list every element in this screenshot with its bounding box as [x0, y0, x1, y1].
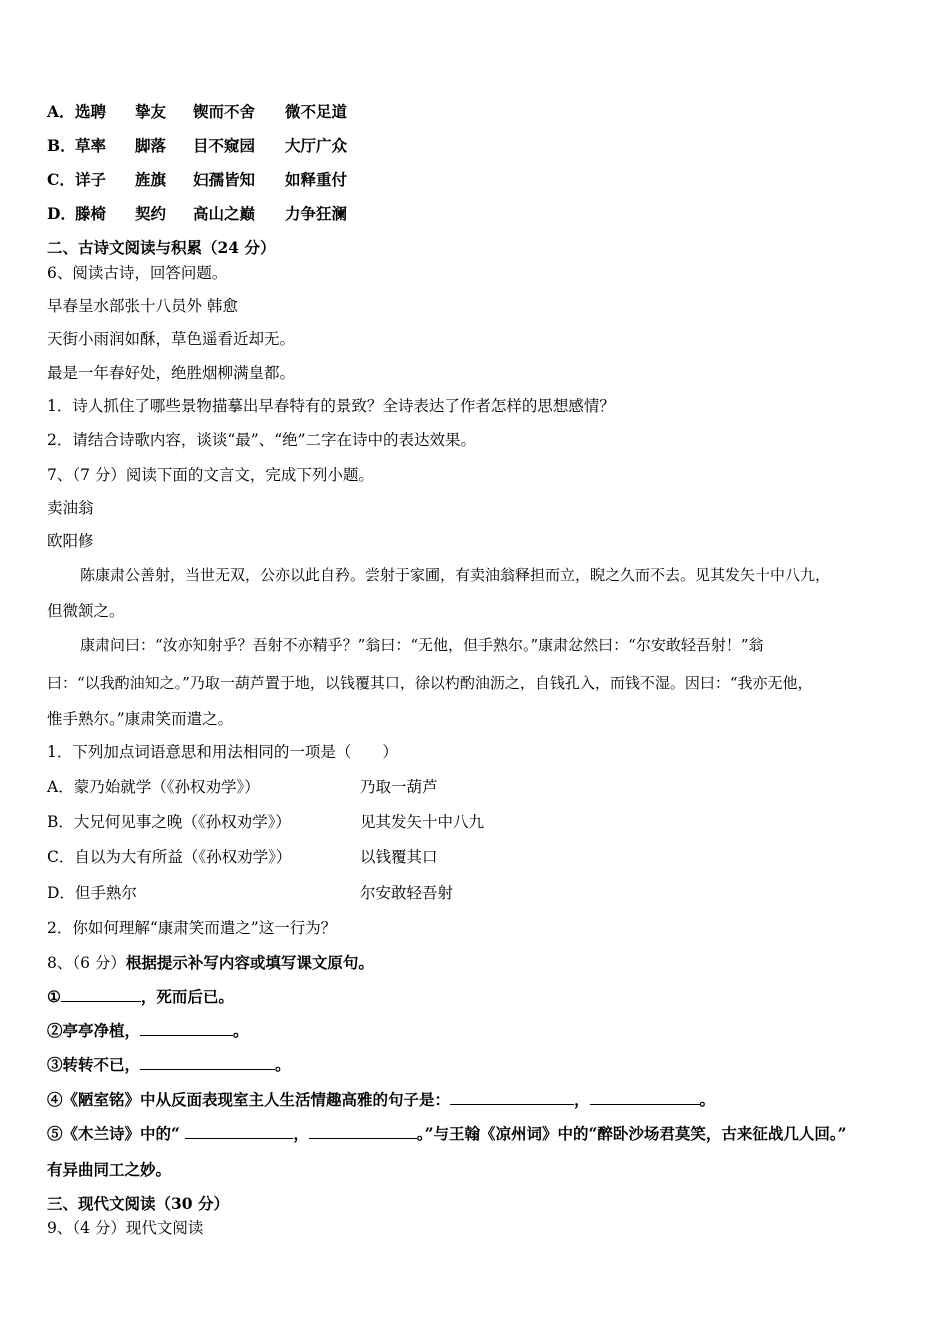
choice-label: B．大兄何见事之晚（《孙权劝学》）	[47, 813, 291, 831]
section-heading: 二、古诗文阅读与积累（24 分）	[47, 238, 276, 257]
option-word: 如释重付	[285, 170, 348, 189]
poem-line: 天街小雨润如酥，草色遥看近却无。	[47, 330, 296, 348]
option-word: 脚落	[135, 136, 167, 155]
fill-text: ③转转不已，	[47, 1055, 141, 1074]
option-row-d	[47, 204, 347, 224]
fill-text: 。	[233, 1021, 249, 1040]
answer-blank[interactable]	[309, 1124, 417, 1139]
passage-text: 陈康肃公善射，当世无双，公亦以此自矜。尝射于家圃，有卖油翁释担而立，睨之久而不去。见其发矢十中八九，	[80, 566, 831, 584]
option-letter: D．	[47, 204, 76, 223]
option-word: 草率	[75, 136, 107, 155]
fill-text: ，	[293, 1124, 309, 1143]
fill-text: ①	[47, 987, 61, 1006]
fill-text: 。”与王翰《凉州词》中的“醉卧沙场君莫笑，古来征战几人回。”	[416, 1124, 847, 1143]
passage-author: 欧阳修	[47, 532, 94, 550]
passage-text: 但微颔之。	[47, 602, 125, 620]
option-letter: C．	[47, 170, 75, 189]
fill-text: ，死而后已。	[140, 987, 234, 1006]
fill-item-5	[47, 1124, 847, 1144]
option-word: 滕椅	[75, 204, 107, 223]
fill-text: 。	[275, 1055, 291, 1074]
answer-blank[interactable]	[450, 1090, 574, 1105]
fill-item-4	[47, 1090, 715, 1110]
passage-text: 曰：“以我酌油知之。”乃取一葫芦置于地，以钱覆其口，徐以杓酌油沥之，自钱孔入，而钱不湿。因曰：“我亦无他，	[47, 674, 813, 692]
option-word: 目不窥园	[193, 136, 256, 155]
choice-right: 见其发矢十中八九	[360, 813, 485, 831]
fill-item-2	[47, 1021, 249, 1041]
choice-right: 以钱覆其口	[360, 848, 438, 866]
choice-row-d	[47, 883, 907, 903]
question-prefix: 8、（6 分）	[47, 954, 126, 972]
option-word: 详子	[75, 170, 107, 189]
option-word: 高山之巅	[193, 204, 256, 223]
choice-row-b	[47, 812, 907, 832]
passage-text: 惟手熟尔。”康肃笑而遣之。	[47, 710, 234, 728]
choice-label: A．蒙乃始就学（《孙权劝学》）	[47, 778, 260, 796]
option-word: 锲而不舍	[193, 102, 256, 121]
option-word: 挚友	[135, 102, 167, 121]
choice-label: D．但手熟尔	[47, 884, 137, 902]
fill-text: ④《陋室铭》中从反面表现室主人生活情趣高雅的句子是：	[47, 1090, 451, 1109]
option-word: 契约	[135, 204, 167, 223]
choice-row-c	[47, 847, 907, 867]
passage-title: 卖油翁	[47, 499, 94, 517]
poem-line: 最是一年春好处，绝胜烟柳满皇都。	[47, 364, 296, 382]
passage-text: 康肃问曰：“汝亦知射乎？吾射不亦精乎？”翁曰：“无他，但手熟尔。”康肃忿然曰：“尔安敢轻吾射！”翁	[80, 636, 764, 654]
answer-blank[interactable]	[185, 1124, 293, 1139]
question-stem: 7、（7 分）阅读下面的文言文，完成下列小题。	[47, 466, 374, 484]
fill-item-3	[47, 1055, 291, 1075]
answer-blank[interactable]	[140, 1021, 233, 1036]
section-heading: 三、现代文阅读（30 分）	[47, 1194, 229, 1213]
choice-right: 乃取一葫芦	[360, 778, 438, 796]
option-row-c	[47, 170, 347, 190]
poem-title: 早春呈水部张十八员外 韩愈	[47, 297, 238, 315]
option-word: 力争狂澜	[285, 204, 348, 223]
sub-question: 1．下列加点词语意思和用法相同的一项是（ ）	[47, 743, 398, 761]
choice-label: C．自以为大有所益（《孙权劝学》）	[47, 848, 292, 866]
fill-text: ⑤《木兰诗》中的“	[47, 1124, 186, 1143]
answer-blank[interactable]	[140, 1055, 275, 1070]
fill-text: 。	[699, 1090, 716, 1109]
sub-question: 1．诗人抓住了哪些景物描摹出早春特有的景致？全诗表达了作者怎样的思想感情？	[47, 397, 615, 415]
sub-question: 2．请结合诗歌内容，谈谈“最”、“绝”二字在诗中的表达效果。	[47, 431, 477, 449]
option-row-a	[47, 102, 347, 122]
question-instruction: 根据提示补写内容或填写课文原句。	[125, 953, 374, 972]
answer-blank[interactable]	[61, 987, 141, 1002]
choice-row-a	[47, 777, 907, 797]
fill-item-1	[47, 987, 234, 1007]
fill-text: ，	[574, 1090, 590, 1109]
question-stem: 9、（4 分）现代文阅读	[47, 1219, 204, 1237]
option-row-b	[47, 136, 347, 156]
sub-question: 2．你如何理解“康肃笑而遣之”这一行为？	[47, 919, 337, 937]
question-stem: 6、阅读古诗，回答问题。	[47, 264, 228, 282]
fill-item-5-cont: 有异曲同工之妙。	[47, 1160, 172, 1179]
choice-right: 尔安敢轻吾射	[360, 884, 454, 902]
fill-text: ②亭亭净植，	[47, 1021, 141, 1040]
answer-blank[interactable]	[590, 1090, 700, 1105]
question-stem	[47, 953, 374, 973]
option-word: 大厅广众	[285, 136, 348, 155]
option-letter: A．	[47, 102, 75, 121]
option-word: 妇孺皆知	[193, 170, 256, 189]
option-word: 选聘	[75, 102, 107, 121]
option-letter: B．	[47, 136, 76, 155]
option-word: 旌旗	[135, 170, 167, 189]
option-word: 微不足道	[285, 102, 348, 121]
